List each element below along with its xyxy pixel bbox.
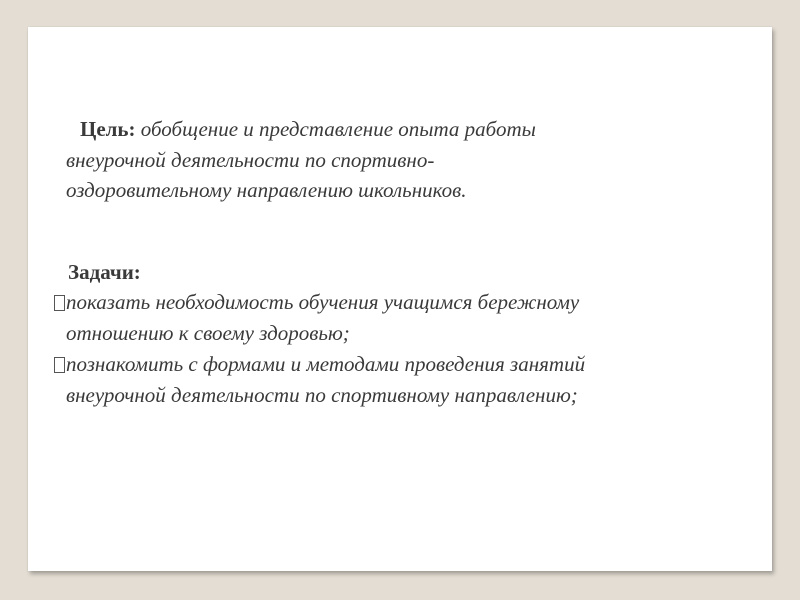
task-2-text-2: внеурочной деятельности по спортивному направлению; [66, 383, 578, 407]
goal-text-3: оздоровительному направлению школьников. [66, 178, 467, 202]
goal-label: Цель: [80, 117, 136, 141]
task-item-1 [54, 287, 579, 317]
goal-line-1 [80, 114, 536, 144]
slide [28, 27, 772, 571]
bullet-icon [54, 295, 65, 311]
task-1-text-2: отношению к своему здоровью; [66, 321, 350, 345]
goal-text-1: обобщение и представление опыта работы [140, 117, 536, 141]
goal-text-2: внеурочной деятельности по спортивно- [66, 148, 435, 172]
task-item-2 [54, 349, 585, 379]
bullet-icon [54, 357, 65, 373]
tasks-heading: Задачи: [68, 260, 141, 284]
task-1-text-1: показать необходимость обучения учащимся бережному [66, 290, 580, 314]
task-2-text-1: познакомить с формами и методами проведения занятий [66, 352, 586, 376]
